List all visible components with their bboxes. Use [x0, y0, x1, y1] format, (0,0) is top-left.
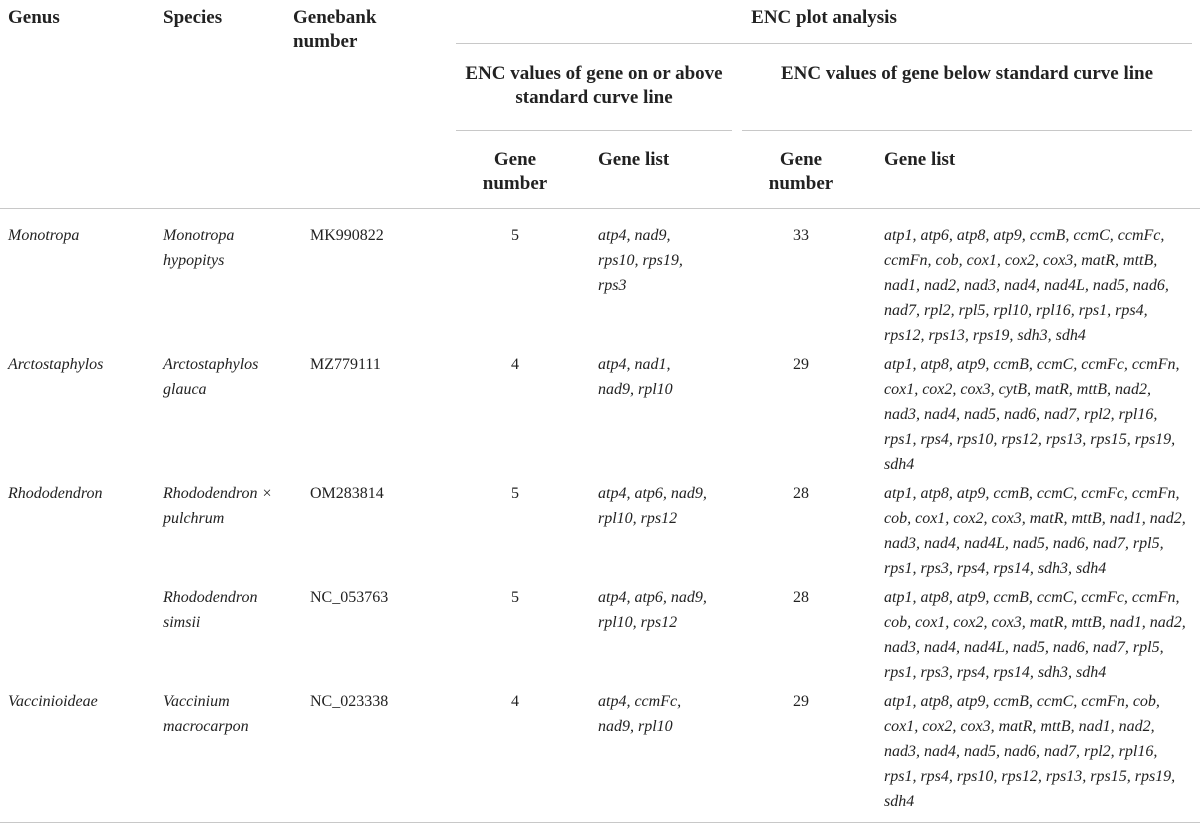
header-bottom-rule	[0, 208, 1200, 209]
cell-above-list: atp4, ccmFc, nad9, rpl10	[598, 693, 682, 735]
cell-below-number: 28	[793, 485, 809, 502]
cell-above-number: 4	[511, 356, 519, 373]
cell-above-number: 5	[511, 485, 519, 502]
cell-below-number: 29	[793, 356, 809, 373]
cell-above-number: 5	[511, 227, 519, 244]
cell-above-number: 5	[511, 589, 519, 606]
cell-genebank: MK990822	[310, 227, 384, 244]
cell-species: Vaccinium macrocarpon	[163, 693, 249, 735]
cell-above-list: atp4, atp6, nad9, rpl10, rps12	[598, 589, 707, 631]
cell-genus: Arctostaphylos	[8, 356, 104, 373]
header-species: Species	[163, 7, 223, 28]
cell-below-list: atp1, atp6, atp8, atp9, ccmB, ccmC, ccmFc, ccmFn, cob, cox1, cox2, cox3, matR, mttB, nad1, nad2, nad3, nad4, nad4L, nad5, nad6, nad7, rpl2, rpl5, rpl10, rpl16, rps1, rps4, rps12, rps13, rps19, sdh3, sdh4	[884, 227, 1169, 344]
cell-species: Arctostaphylos glauca	[163, 356, 259, 398]
header-above-gene-list: Gene list	[598, 149, 670, 170]
header-enc-plot: ENC plot analysis	[751, 7, 897, 28]
cell-below-list: atp1, atp8, atp9, ccmB, ccmC, ccmFc, ccmFn, cob, cox1, cox2, cox3, matR, mttB, nad1, nad2, nad3, nad4, nad4L, nad5, nad6, nad7, rpl5, rps1, rps3, rps4, rps14, sdh3, sdh4	[884, 589, 1186, 681]
cell-below-list: atp1, atp8, atp9, ccmB, ccmC, ccmFc, ccmFn, cox1, cox2, cox3, cytB, matR, mttB, nad2, nad3, nad4, nad5, nad6, nad7, rpl2, rpl16, rps1, rps4, rps10, rps12, rps13, rps15, rps19, sdh4	[884, 356, 1180, 473]
cell-below-list: atp1, atp8, atp9, ccmB, ccmC, ccmFn, cob, cox1, cox2, cox3, matR, mttB, nad1, nad2, nad3, nad4, nad5, nad6, nad7, rpl2, rpl16, rps1, rps4, rps10, rps12, rps13, rps15, rps19, sdh4	[884, 693, 1176, 810]
cell-genebank: MZ779111	[310, 356, 381, 373]
cell-below-list: atp1, atp8, atp9, ccmB, ccmC, ccmFc, ccmFn, cob, cox1, cox2, cox3, matR, mttB, nad1, nad2, nad3, nad4, nad4L, nad5, nad6, nad7, rpl5, rps1, rps3, rps4, rps14, sdh3, sdh4	[884, 485, 1186, 577]
cell-genebank: OM283814	[310, 485, 384, 502]
header-above-gene-number: Gene number	[482, 149, 548, 194]
cell-above-list: atp4, atp6, nad9, rpl10, rps12	[598, 485, 707, 527]
header-genus: Genus	[8, 7, 60, 28]
cell-genus: Rhododendron	[8, 485, 103, 502]
cell-below-number: 28	[793, 589, 809, 606]
header-above-group: ENC values of gene on or above standard curve line	[465, 63, 723, 108]
cell-below-number: 29	[793, 693, 809, 710]
cell-above-number: 4	[511, 693, 519, 710]
cell-genebank: NC_023338	[310, 693, 389, 710]
header-genebank: Genebank number	[293, 7, 377, 52]
cell-species: Rhododendron × pulchrum	[163, 485, 273, 527]
cell-genus: Monotropa	[8, 227, 80, 244]
cell-above-list: atp4, nad1, nad9, rpl10	[598, 356, 673, 398]
header-below-gene-list: Gene list	[884, 149, 956, 170]
divider-above-group	[456, 130, 732, 131]
divider-enc-plot	[456, 43, 1192, 44]
cell-above-list: atp4, nad9, rps10, rps19, rps3	[598, 227, 683, 294]
header-below-gene-number: Gene number	[768, 149, 834, 194]
cell-genus: Vaccinioideae	[8, 693, 98, 710]
table-bottom-rule	[0, 822, 1200, 823]
header-below-group: ENC values of gene below standard curve line	[780, 63, 1154, 84]
cell-species: Monotropa hypopitys	[163, 227, 235, 269]
cell-genebank: NC_053763	[310, 589, 389, 606]
divider-below-group	[742, 130, 1192, 131]
cell-species: Rhododendron simsii	[163, 589, 258, 631]
cell-below-number: 33	[793, 227, 809, 244]
